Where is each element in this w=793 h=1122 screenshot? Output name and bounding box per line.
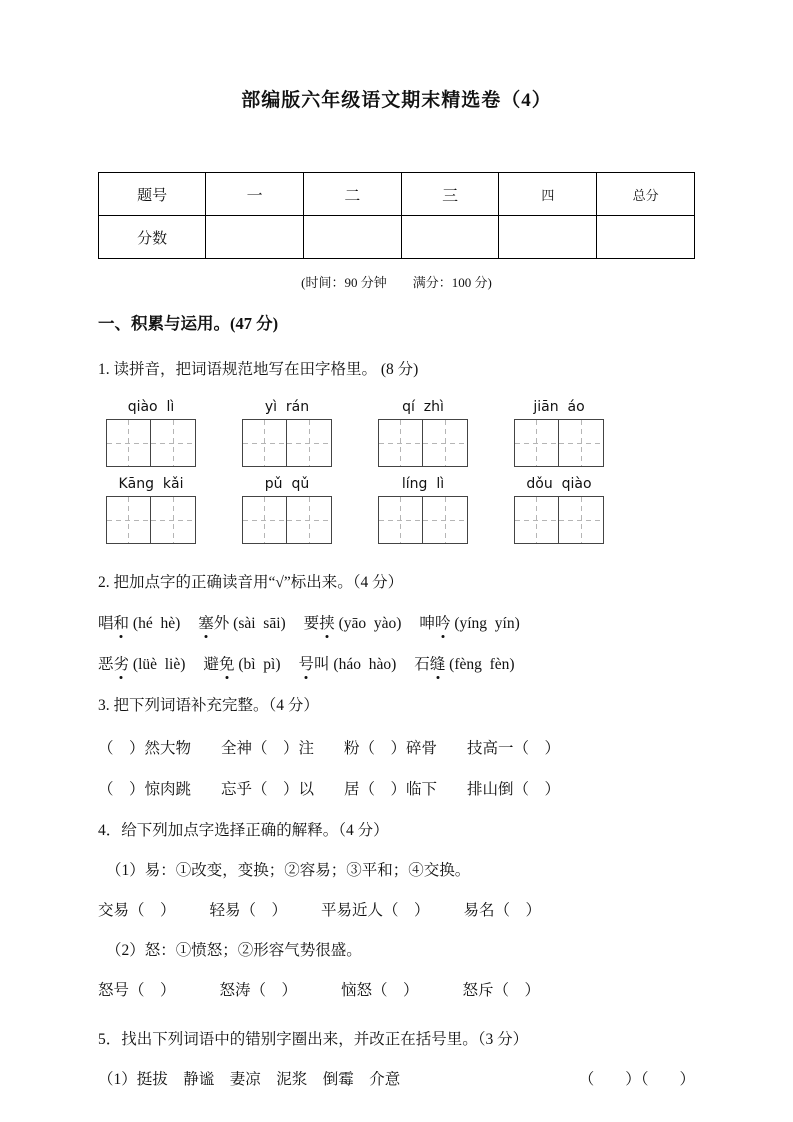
phrase-with-blank: 交易（ ） [98,902,176,919]
tianzige-grid [378,496,468,544]
tianzige-cell [151,497,195,543]
pinyin-options: (fèng fèn) [445,656,515,673]
dotted-char: 劣 [113,656,130,673]
tianzige-grid [378,419,468,467]
pinyin-options: (yíng yín) [450,615,520,632]
tianzige-cell [107,497,151,543]
phrase-with-blank: 居（ ）临下 [344,781,438,798]
pinyin-options: (háo hào) [329,656,397,673]
dotted-char: 塞 [198,615,214,632]
dotted-char: 号 [298,656,315,673]
score-table [98,172,695,259]
q4-sub1: （1）易：①改变，变换；②容易；③平和；④交换。 [106,862,471,879]
pinyin-options: (yāo yào) [334,615,402,632]
section1-heading: 一、积累与运用。(47 分) [98,314,279,333]
tianzige-cell [515,420,559,466]
q1-group-5 [106,475,196,544]
pinyin-label: qiào lì [127,399,175,415]
q4-line2 [98,980,695,1001]
phrase-with-blank: 粉（ ）碎骨 [344,740,438,757]
time-and-total-note: (时间：90 分钟 满分：100 分) [301,275,492,290]
dotted-char: 吟 [434,615,451,632]
tianzige-cell [423,420,467,466]
score-table-col-2: 二 [304,173,402,216]
word-item [414,654,514,675]
tianzige-cell [107,420,151,466]
phrase-with-blank: 忘乎（ ）以 [221,781,315,798]
tianzige-cell [151,420,195,466]
q4-text: 4．给下列加点字选择正确的解释。（4 分） [98,822,389,839]
q3-row1 [98,738,695,759]
phrase-with-blank: 怒涛（ ） [219,982,298,999]
pinyin-label: Kāng kǎi [118,476,184,492]
q1-group-4 [514,398,604,467]
dotted-char: 和 [113,615,130,632]
score-table-col-3: 三 [401,173,499,216]
dotted-char: 缝 [429,656,446,673]
tianzige-grid [514,496,604,544]
score-table-header-row [99,173,695,216]
phrase-with-blank: 怒号（ ） [98,982,176,999]
q1-group-1 [106,398,196,467]
q2-text: 2. 把加点字的正确读音用“√”标出来。（4 分） [98,574,404,591]
word-char: 恶 [98,656,114,673]
tianzige-cell [559,420,603,466]
dotted-char: 挟 [319,615,335,632]
q1-pinyin-grid-row2 [106,475,695,544]
word-item [419,613,519,634]
q3-row2 [98,779,695,800]
q4-line1 [98,900,695,921]
q1-text: 1. 读拼音，把词语规范地写在田字格里。 (8 分) [98,361,419,378]
pinyin-label: qí zhì [402,399,444,415]
score-cell-3 [401,216,499,259]
phrase-with-blank: 恼怒（ ） [341,982,419,999]
word-char: 呻 [419,615,435,632]
score-table-col-4: 四 [499,173,597,216]
word-char: 要 [303,615,320,632]
score-table-label-score: 分数 [99,216,206,259]
phrase-with-blank: 平易近人（ ） [321,902,430,919]
pinyin-options: (bì pì) [234,656,281,673]
phrase-with-blank: （ ）惊肉跳 [98,781,192,798]
score-table-col-1: 一 [206,173,304,216]
phrase-with-blank: （ ）然大物 [98,740,192,757]
q1-pinyin-grid-row1 [106,398,695,467]
word-char: 石 [414,656,430,673]
q1-group-7 [378,475,468,544]
tianzige-cell [515,497,559,543]
pinyin-options: (lüè liè) [129,656,186,673]
tianzige-cell [243,420,287,466]
score-cell-2 [304,216,402,259]
tianzige-grid [242,496,332,544]
phrase-with-blank: 轻易（ ） [209,902,288,919]
page-title: 部编版六年级语文期末精选卷（4） [241,90,552,111]
phrase-with-blank: 怒斥（ ） [462,982,541,999]
word-item [198,613,285,634]
score-cell-total [597,216,695,259]
dotted-char: 免 [218,656,235,673]
tianzige-cell [287,497,331,543]
phrase-with-blank: 全神（ ）注 [221,740,315,757]
tianzige-cell [287,420,331,466]
q4-sub2: （2）怒：①愤怒；②形容气势很盛。 [106,942,362,959]
q5-answer-brackets: （ ）（ ） [578,1071,695,1088]
tianzige-grid [106,419,196,467]
pinyin-options: (hé hè) [129,615,181,632]
word-item [98,613,180,634]
pinyin-label: yì rán [264,399,310,415]
q1-group-2 [242,398,332,467]
phrase-with-blank: 易名（ ） [463,902,542,919]
tianzige-cell [379,497,423,543]
pinyin-label: líng lì [401,476,445,492]
word-item [299,654,397,675]
tianzige-grid [106,496,196,544]
pinyin-label: jiān áo [533,399,585,415]
q1-group-8 [514,475,604,544]
tianzige-cell [379,420,423,466]
word-char: 避 [203,656,219,673]
word-item [98,654,185,675]
tianzige-cell [559,497,603,543]
word-char: 叫 [314,656,330,673]
q1-group-3 [378,398,468,467]
q3-text: 3. 把下列词语补充完整。（4 分） [98,697,319,714]
word-char: 外 [213,615,230,632]
word-char: 唱 [98,615,114,632]
phrase-with-blank: 排山倒（ ） [467,781,561,798]
score-cell-1 [206,216,304,259]
pinyin-options: (sài sāi) [229,615,286,632]
score-cell-4 [499,216,597,259]
phrase-with-blank: 技高一（ ） [467,740,561,757]
tianzige-cell [243,497,287,543]
q2-row1 [98,613,695,634]
q2-row2 [98,654,695,675]
word-item [304,613,402,634]
score-table-label-question-no: 题号 [99,173,206,216]
pinyin-label: pǔ qǔ [264,476,310,492]
tianzige-grid [514,419,604,467]
tianzige-cell [423,497,467,543]
pinyin-label: dǒu qiào [526,476,592,492]
word-item [203,654,280,675]
score-table-col-total: 总分 [597,173,695,216]
q5-text: 5．找出下列词语中的错别字圈出来，并改正在括号里。（3 分） [98,1031,529,1048]
q1-group-6 [242,475,332,544]
tianzige-grid [242,419,332,467]
q5-line [98,1069,695,1090]
q5-word-list: （1）挺拔 静谧 妻凉 泥浆 倒霉 介意 [98,1071,401,1088]
score-table-score-row [99,216,695,259]
